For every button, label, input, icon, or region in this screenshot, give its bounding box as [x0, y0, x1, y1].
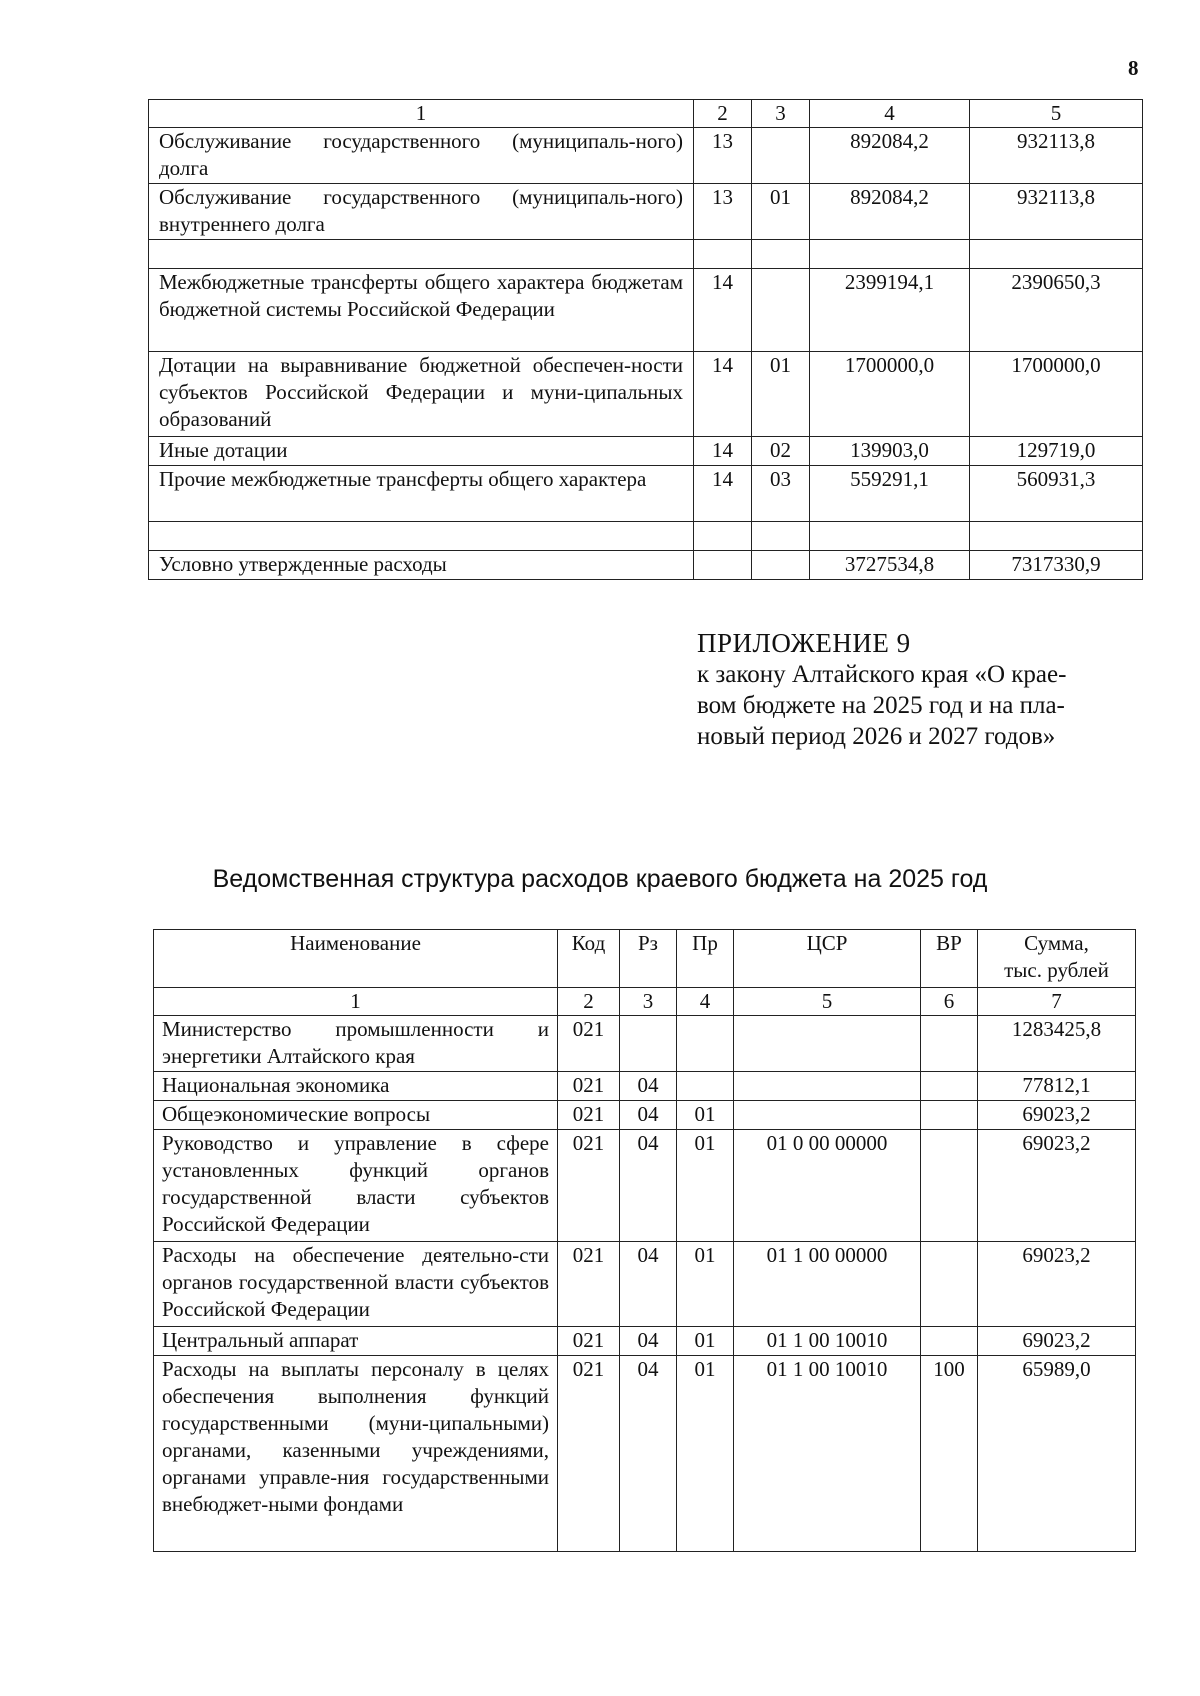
row-rz: 04 [620, 1101, 677, 1130]
column-number: 7 [978, 988, 1136, 1016]
row-rz: 04 [620, 1130, 677, 1242]
row-pr [752, 522, 810, 551]
row-rz [694, 240, 752, 269]
row-rz: 14 [694, 437, 752, 466]
row-rz: 04 [620, 1072, 677, 1101]
row-rz [620, 1016, 677, 1072]
row-rz: 13 [694, 184, 752, 240]
table-header [154, 930, 1136, 988]
row-value-2027: 2390650,3 [970, 269, 1143, 352]
column-number: 5 [734, 988, 921, 1016]
row-vr [921, 1101, 978, 1130]
row-name: Министерство промышленности и энергетики Алтайского края [154, 1016, 558, 1072]
expenses-table-continued [148, 99, 1143, 580]
row-value-2027: 129719,0 [970, 437, 1143, 466]
departmental-structure-table [153, 929, 1136, 1552]
row-value-2026: 2399194,1 [810, 269, 970, 352]
row-pr [752, 551, 810, 580]
row-pr: 01 [677, 1130, 734, 1242]
row-csr: 01 1 00 10010 [734, 1327, 921, 1356]
row-csr: 01 0 00 00000 [734, 1130, 921, 1242]
row-value-2026: 559291,1 [810, 466, 970, 522]
column-number: 2 [558, 988, 620, 1016]
header-sum-line1: Сумма, [1024, 931, 1089, 955]
row-csr: 01 1 00 10010 [734, 1356, 921, 1552]
row-vr [921, 1327, 978, 1356]
appendix-line: новый период 2026 и 2027 годов» [697, 723, 1056, 750]
row-rz: 14 [694, 269, 752, 352]
column-number: 6 [921, 988, 978, 1016]
row-value-2027 [970, 240, 1143, 269]
row-pr [752, 128, 810, 184]
row-csr [734, 1016, 921, 1072]
header-cell: 1 [149, 100, 694, 128]
appendix-line: вом бюджете на 2025 год и на пла- [697, 692, 1065, 719]
row-name: Дотации на выравнивание бюджетной обеспечен-ности субъектов Российской Федерации и муни-ципальных образований [149, 352, 694, 437]
header-pr: Пр [677, 930, 734, 988]
row-rz: 04 [620, 1327, 677, 1356]
row-kod: 021 [558, 1101, 620, 1130]
row-value-2026: 892084,2 [810, 128, 970, 184]
row-value-2027: 560931,3 [970, 466, 1143, 522]
row-value-2026: 1700000,0 [810, 352, 970, 437]
row-value-2026: 3727534,8 [810, 551, 970, 580]
row-csr [734, 1072, 921, 1101]
row-kod: 021 [558, 1072, 620, 1101]
table-header-numbers [154, 988, 1136, 1016]
table-row [149, 184, 1143, 240]
row-pr: 01 [752, 352, 810, 437]
row-pr: 03 [752, 466, 810, 522]
row-name [149, 522, 694, 551]
appendix-title: ПРИЛОЖЕНИЕ 9 [697, 628, 911, 658]
row-vr [921, 1242, 978, 1327]
row-pr [677, 1072, 734, 1101]
row-value-2027: 7317330,9 [970, 551, 1143, 580]
row-sum: 1283425,8 [978, 1016, 1136, 1072]
row-vr [921, 1130, 978, 1242]
row-value-2027: 932113,8 [970, 184, 1143, 240]
header-name: Наименование [154, 930, 558, 988]
appendix-line: к закону Алтайского края «О крае- [697, 661, 1067, 688]
row-kod: 021 [558, 1242, 620, 1327]
table-row [149, 551, 1143, 580]
row-pr [677, 1016, 734, 1072]
header-cell: 5 [970, 100, 1143, 128]
row-name: Расходы на обеспечение деятельно-сти органов государственной власти субъектов Российской Федерации [154, 1242, 558, 1327]
row-name: Общеэкономические вопросы [154, 1101, 558, 1130]
header-csr: ЦСР [734, 930, 921, 988]
table-header-numbers [149, 100, 1143, 128]
row-rz [694, 551, 752, 580]
row-name: Обслуживание государственного (муниципаль-ного) внутреннего долга [149, 184, 694, 240]
row-rz: 04 [620, 1242, 677, 1327]
table-row [154, 1016, 1136, 1072]
table-row [149, 269, 1143, 352]
row-kod: 021 [558, 1356, 620, 1552]
row-value-2026 [810, 522, 970, 551]
row-name: Расходы на выплаты персоналу в целях обеспечения выполнения функций государственными (муни-ципальными) органами, казенными учреждениями, органами управле-ния государственными внебюджет-ными фондами [154, 1356, 558, 1552]
row-csr [734, 1101, 921, 1130]
row-name: Иные дотации [149, 437, 694, 466]
row-pr: 01 [677, 1327, 734, 1356]
row-rz [694, 522, 752, 551]
row-rz: 04 [620, 1356, 677, 1552]
row-sum: 69023,2 [978, 1101, 1136, 1130]
table-row-spacer [149, 522, 1143, 551]
row-sum: 77812,1 [978, 1072, 1136, 1101]
table-row [154, 1327, 1136, 1356]
row-kod: 021 [558, 1130, 620, 1242]
row-value-2026: 892084,2 [810, 184, 970, 240]
row-rz: 13 [694, 128, 752, 184]
header-rz: Рз [620, 930, 677, 988]
row-name: Национальная экономика [154, 1072, 558, 1101]
header-sum [978, 930, 1136, 988]
table-row [149, 128, 1143, 184]
row-name: Руководство и управление в сфере установленных функций органов государственной власти субъектов Российской Федерации [154, 1130, 558, 1242]
table-row-spacer [149, 240, 1143, 269]
row-vr: 100 [921, 1356, 978, 1552]
row-rz: 14 [694, 352, 752, 437]
appendix-block [697, 628, 1147, 752]
row-name: Межбюджетные трансферты общего характера бюджетам бюджетной системы Российской Федерации [149, 269, 694, 352]
row-kod: 021 [558, 1327, 620, 1356]
row-sum: 69023,2 [978, 1327, 1136, 1356]
column-number: 1 [154, 988, 558, 1016]
row-pr: 01 [752, 184, 810, 240]
row-value-2026 [810, 240, 970, 269]
header-cell: 4 [810, 100, 970, 128]
row-rz: 14 [694, 466, 752, 522]
table-row [149, 437, 1143, 466]
row-name [149, 240, 694, 269]
row-pr [752, 240, 810, 269]
table-row [154, 1101, 1136, 1130]
table-row [154, 1072, 1136, 1101]
section-title: Ведомственная структура расходов краевого бюджета на 2025 год [212, 865, 988, 893]
header-kod: Код [558, 930, 620, 988]
row-sum: 65989,0 [978, 1356, 1136, 1552]
page-number: 8 [1128, 56, 1139, 80]
row-sum: 69023,2 [978, 1130, 1136, 1242]
header-sum-line2: тыс. рублей [1004, 958, 1109, 982]
row-sum: 69023,2 [978, 1242, 1136, 1327]
row-pr: 01 [677, 1356, 734, 1552]
header-cell: 2 [694, 100, 752, 128]
row-vr [921, 1016, 978, 1072]
table-row [154, 1242, 1136, 1327]
row-value-2027 [970, 522, 1143, 551]
column-number: 3 [620, 988, 677, 1016]
table-row [154, 1356, 1136, 1552]
header-cell: 3 [752, 100, 810, 128]
row-value-2026: 139903,0 [810, 437, 970, 466]
table-row [149, 352, 1143, 437]
row-name: Центральный аппарат [154, 1327, 558, 1356]
table-row [149, 466, 1143, 522]
row-csr: 01 1 00 00000 [734, 1242, 921, 1327]
table-row [154, 1130, 1136, 1242]
row-pr: 01 [677, 1242, 734, 1327]
column-number: 4 [677, 988, 734, 1016]
row-pr [752, 269, 810, 352]
row-pr: 01 [677, 1101, 734, 1130]
row-name: Условно утвержденные расходы [149, 551, 694, 580]
row-vr [921, 1072, 978, 1101]
row-pr: 02 [752, 437, 810, 466]
row-name: Прочие межбюджетные трансферты общего характера [149, 466, 694, 522]
row-name: Обслуживание государственного (муниципаль-ного) долга [149, 128, 694, 184]
header-vr: ВР [921, 930, 978, 988]
row-kod: 021 [558, 1016, 620, 1072]
row-value-2027: 932113,8 [970, 128, 1143, 184]
row-value-2027: 1700000,0 [970, 352, 1143, 437]
